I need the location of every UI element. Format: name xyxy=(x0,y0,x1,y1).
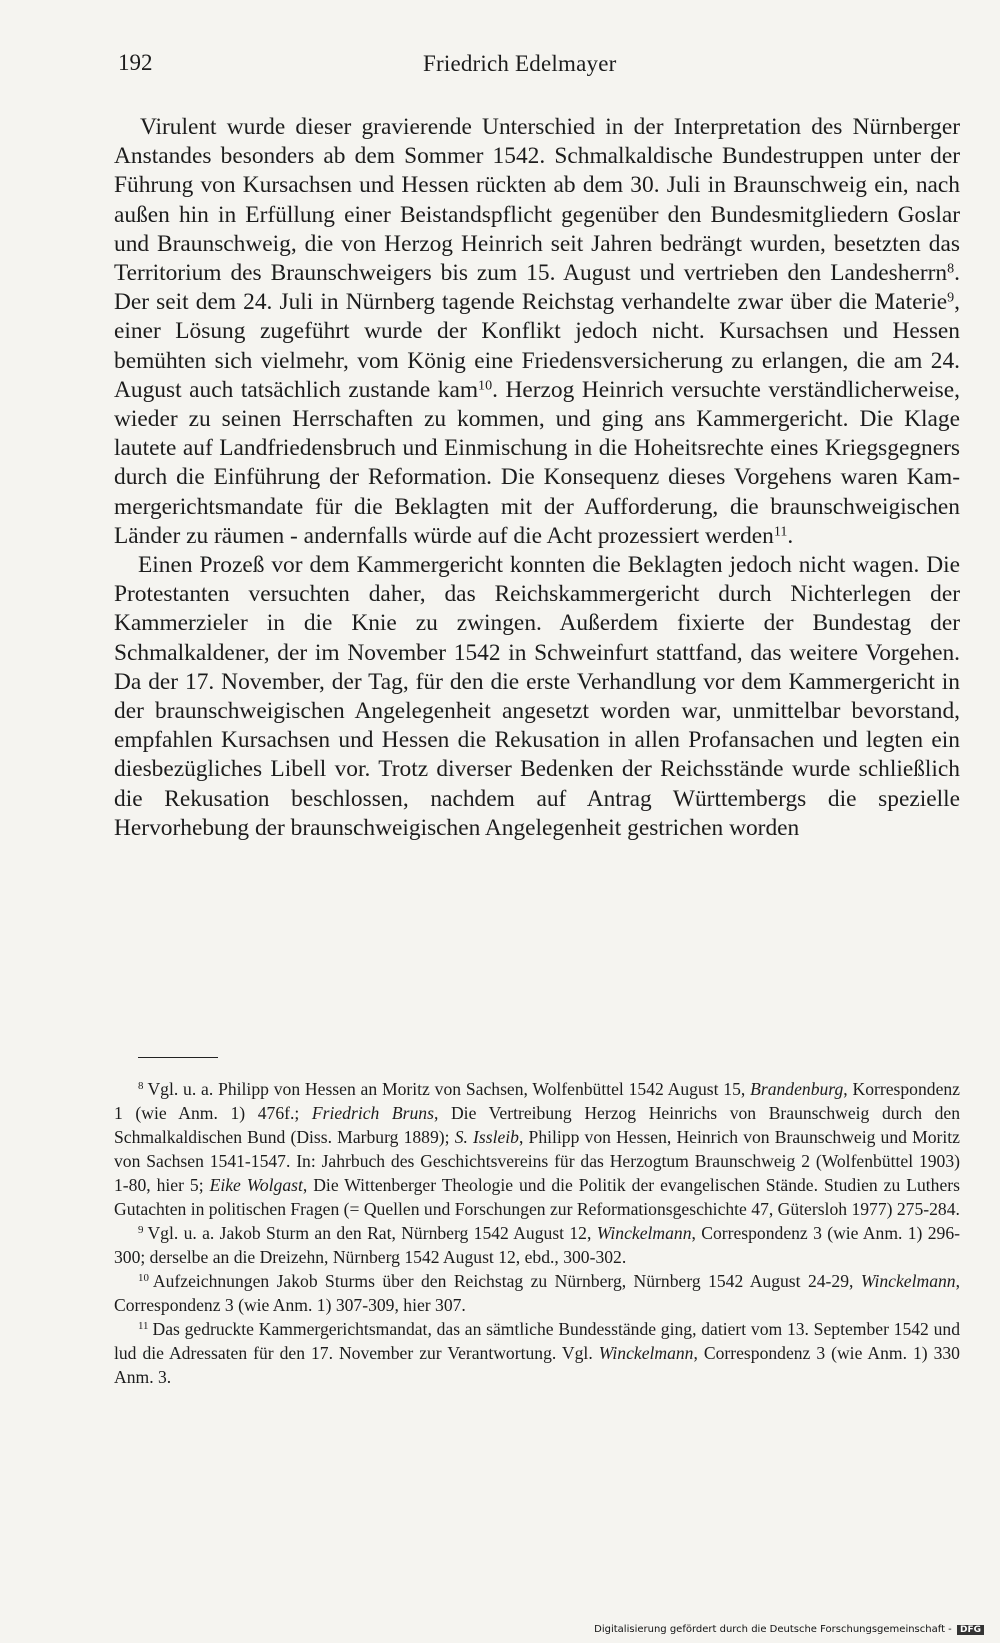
footnote-10 xyxy=(114,1269,960,1317)
footnote-number: 10 xyxy=(138,1272,149,1284)
footnote-ref-9[interactable]: 9 xyxy=(947,289,955,306)
italic-run: Winckelmann xyxy=(598,1343,694,1363)
footnote-11 xyxy=(114,1317,960,1389)
main-text xyxy=(114,113,960,843)
digitization-text: Digitalisierung gefördert durch die Deutsche Forschungsgemeinschaft - xyxy=(594,1624,952,1635)
footnote-divider xyxy=(138,1057,218,1058)
text-run: , Correspondenz 3 (wie Anm. 1) 296-300; derselbe an die Dreizehn, Nürnberg 1542 August 12, ebd., 300-302. xyxy=(114,1223,960,1267)
text-run: Vgl. u. a. Jakob Sturm an den Rat, Nürnberg 1542 August 12, xyxy=(147,1223,597,1243)
footnote-number: 8 xyxy=(138,1080,144,1092)
paragraph: Einen Prozeß vor dem Kammergericht konnten die Beklagten jedoch nicht wagen. Die Protestanten versuchten daher, das Reichskammergericht durch Nichterlegen der Kammerzieler in die Knie zu zwingen. Außerdem fixierte der Bundestag der Schmalkaldener, der im November 1542 in Schweinfurt stattfand, das weitere Vorgehen. Da der 17. November, der Tag, für den die erste Verhandlung vor dem Kammergericht in der braunschweigischen Angelegenheit angesetzt worden war, unmittelbar bevorstand, empfahlen Kursachsen und Hessen die Rekusation in allen Profansachen und legten ein diesbezügliches Libell vor. Trotz diverser Bedenken der Reichsstände wurde schließlich die Rekusation beschlossen, nachdem auf Antrag Württembergs die spezielle Hervorhebung der braunschweigischen Angelegenheit gestrichen worden xyxy=(114,552,960,841)
italic-run: Brandenburg xyxy=(750,1079,844,1099)
text-run: Das gedruckte Kammergerichtsmandat, das an sämtliche Bundesstände ging, datiert vom 13. September 1542 und lud die Adressaten für den 17. November zur Verantwortung. Vgl. xyxy=(114,1319,960,1363)
footnote-number: 11 xyxy=(138,1320,149,1332)
digitization-notice xyxy=(594,1624,984,1635)
footnote-number: 9 xyxy=(138,1224,144,1236)
text-run: , einer Lösung zugeführt wurde der Konflikt jedoch nicht. Kursachsen und Hessen bemühten sich vielmehr, vom König eine Friedensversicherung zu erlangen, die am 24. August auch tatsächlich zustande kam xyxy=(114,289,960,403)
italic-run: Friedrich Bruns xyxy=(311,1103,434,1123)
dfg-logo: DFG xyxy=(957,1625,984,1635)
text-run: , Philipp von Hessen, Heinrich von Braunschweig und Moritz von Sachsen 1541-1547. In: Jahrbuch des Geschichtsvereins für das Herzogtum Braunschweig 2 (Wolfenbüttel 1903) 1-80, hier 5; xyxy=(114,1127,960,1195)
text-run: , Die Wittenberger Theologie und die Politik der evangelischen Stände. Studien zu Luthers Gutachten in politischen Fragen (= Quellen und Forschungen zur Reformationsgeschichte 47, Gütersloh 1977) 275-284. xyxy=(114,1175,960,1219)
text-run: , Correspondenz 3 (wie Anm. 1) 330 Anm. 3. xyxy=(114,1343,960,1387)
footnote-ref-8[interactable]: 8 xyxy=(947,260,955,277)
footnote-8 xyxy=(114,1077,960,1221)
running-head: Friedrich Edelmayer xyxy=(423,51,617,76)
text-run: Aufzeichnungen Jakob Sturms über den Reichstag zu Nürnberg, Nürnberg 1542 August 24-29, xyxy=(152,1271,861,1291)
text-run: . xyxy=(787,522,794,549)
text-run: Vgl. u. a. Philipp von Hessen an Moritz von Sachsen, Wolfenbüttel 1542 August 15, xyxy=(147,1079,751,1099)
text-run: , Die Vertreibung Herzog Heinrichs von Braunschweig durch den Schmalkaldischen Bund (Diss. Marburg 1889); xyxy=(114,1103,961,1147)
page-header xyxy=(118,50,960,86)
text-run: . Herzog Heinrich versuchte verständlicherweise, wieder zu seinen Herrschaften zu kommen, und ging ans Kammergericht. Die Klage lautete auf Landfriedensbruch und Einmischung in die Hoheitsrechte eines Kriegsgegners durch die Einführung der Reformation. Die Konsequenz dieses Vorgehens waren Kammergerichtsmandate für die Beklagten mit der Aufforderung, die braunschweigischen Länder zu räumen - andernfalls würde auf die Acht prozessiert werden xyxy=(114,376,960,549)
footnote-9 xyxy=(114,1221,960,1269)
italic-run: Winckelmann xyxy=(860,1271,956,1291)
page-number: 192 xyxy=(118,50,153,75)
paragraph xyxy=(114,113,960,551)
text-run: . Der seit dem 24. Juli in Nürnberg tagende Reichstag verhandelte zwar über die Materie xyxy=(114,260,960,316)
text-run: , Correspondenz 3 (wie Anm. 1) 307-309, hier 307. xyxy=(114,1271,960,1315)
italic-run: S. Issleib xyxy=(454,1127,519,1147)
text-run: Virulent wurde dieser gravierende Unterschied in der Interpretation des Nürnberger Anstandes besonders ab dem Sommer 1542. Schmalkaldische Bundestruppen unter der Führung von Kursachsen und Hessen rückten ab dem 30. Juli in Braunschweig ein, nach außen hin in Erfüllung einer Beistandspflicht gegenüber den Bundesmitgliedern Goslar und Braunschweig, die von Herzog Heinrich seit Jahren bedrängt wurden, besetzten das Territorium des Braunschweigers bis zum 15. August und vertrieben den Landesherrn xyxy=(114,114,960,287)
footnote-ref-10[interactable]: 10 xyxy=(478,377,493,394)
footnote-ref-11[interactable]: 11 xyxy=(773,523,788,540)
text-run: , Korrespondenz 1 (wie Anm. 1) 476f.; xyxy=(114,1079,960,1123)
italic-run: Winckelmann xyxy=(596,1223,692,1243)
italic-run: Eike Wolgast xyxy=(209,1175,303,1195)
footnotes xyxy=(114,1077,960,1389)
